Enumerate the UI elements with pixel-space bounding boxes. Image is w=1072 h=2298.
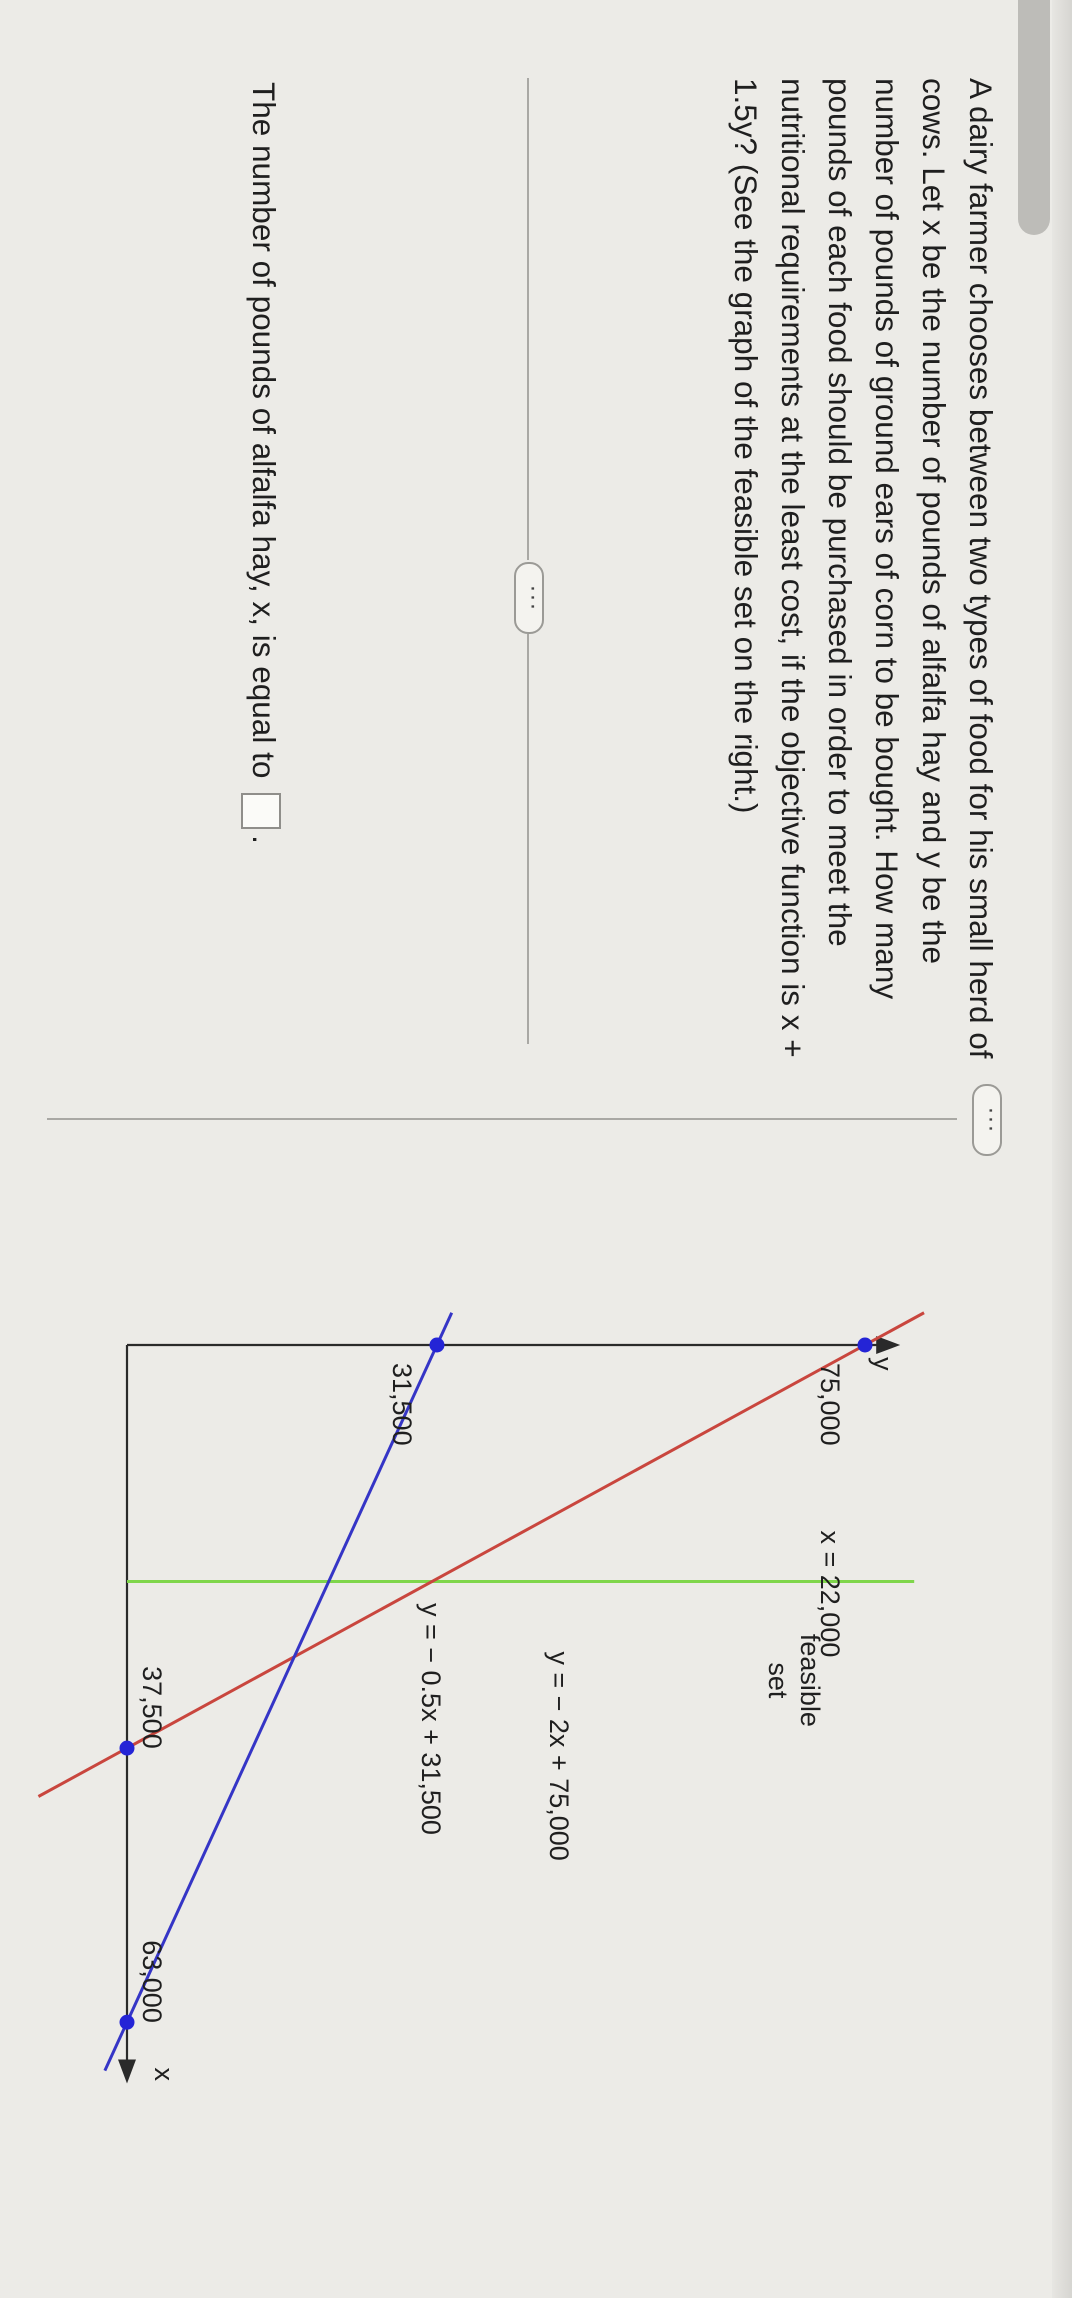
- y-axis-arrow: [876, 1336, 900, 1354]
- intercept-point-3: [120, 1741, 135, 1756]
- graph-labels: [137, 1357, 898, 2082]
- divider-right: [527, 634, 529, 1044]
- y-tick-label-2: 31,500: [386, 1363, 417, 1446]
- x-axis-arrow: [118, 2060, 136, 2084]
- divider-left: [527, 78, 529, 560]
- feasible-region-label-1: feasible: [795, 1633, 826, 1727]
- y-axis-label: y: [868, 1357, 899, 1371]
- answer-input[interactable]: [241, 793, 281, 829]
- answer-period: .: [246, 835, 282, 844]
- intercept-point-2: [429, 1338, 444, 1353]
- line-label-2: y = − 0.5x + 31,500: [416, 1603, 447, 1835]
- intercept-point-1: [858, 1338, 873, 1353]
- feasible-region-label-2: set: [763, 1662, 794, 1699]
- scrollbar-thumb[interactable]: [1018, 0, 1050, 235]
- vertical-line-label: x = 22,000: [815, 1530, 845, 1658]
- x-axis-label: x: [149, 2067, 179, 2081]
- axes: [118, 1336, 900, 2084]
- x-tick-label-1: 37,500: [137, 1666, 167, 1749]
- line-label-1: y = − 2x + 75,000: [544, 1651, 575, 1861]
- intercept-points: [120, 1338, 873, 2030]
- intercept-point-4: [120, 2015, 135, 2030]
- y-tick-label-1: 75,000: [815, 1363, 845, 1446]
- x-tick-label-2: 63,000: [137, 1940, 167, 2023]
- answer-prompt: The number of pounds of alfalfa hay, x, is equal to: [246, 82, 282, 779]
- question-text: A dairy farmer chooses between two types of food for his small herd of cows. Let x be the number of pounds of alfalfa hay and y be the number of pounds of ground ears of corn to be bought. How many pounds of each food should be purchased in order to meet the nutritional requirements at the least cost, if the objective function is x + 1.5y? (See the graph of the feasible set on the right.): [728, 78, 999, 1059]
- panel-divider: [47, 1118, 957, 1120]
- more-button-left[interactable]: ···: [514, 562, 544, 634]
- constraint-line-1: [38, 1313, 924, 1797]
- more-button-top[interactable]: ···: [972, 1084, 1002, 1156]
- feasible-set-graph: [0, 1160, 1072, 2270]
- answer-line: [241, 82, 282, 1082]
